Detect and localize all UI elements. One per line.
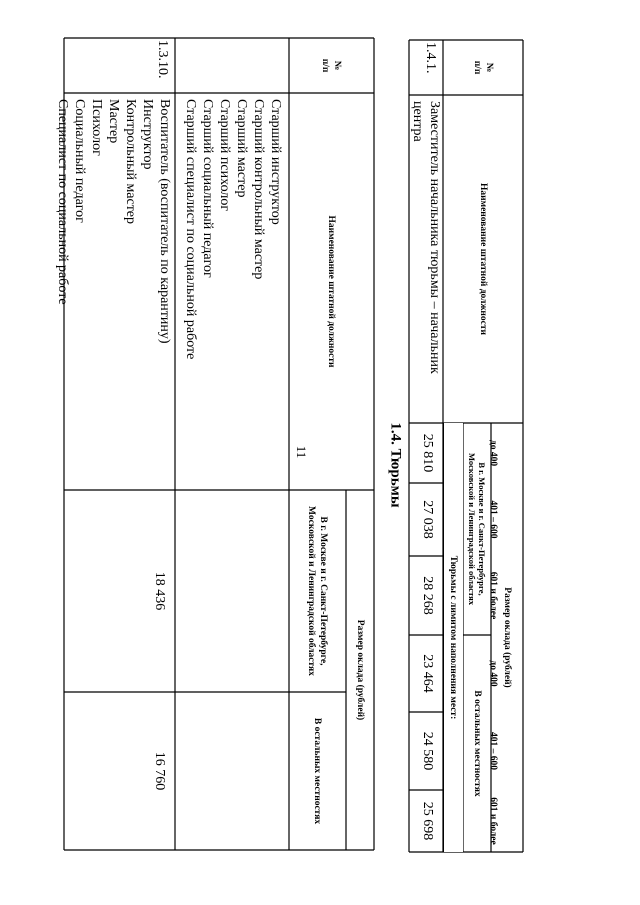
capacity-header-row xyxy=(483,40,503,852)
page-number: 11 xyxy=(294,445,309,459)
table-row-number: 1.3.10. xyxy=(155,40,170,79)
salary-value: 23 464 xyxy=(420,654,435,693)
capacity-header: 601 и более xyxy=(488,797,498,845)
table2-salary-moscow-header: В г. Москве и г. Санкт-Петербурге, Московской и Ленинградской областях xyxy=(467,452,487,605)
salary-moscow-value: 18 436 xyxy=(152,571,167,611)
salary-other-value xyxy=(175,692,289,850)
table1-position-header: Наименование штатной должности xyxy=(326,215,337,368)
capacity-header: до 400 xyxy=(488,439,498,467)
salary-value: 24 580 xyxy=(420,731,435,771)
salary-other-value: 16 760 xyxy=(152,751,167,791)
table2-limit-label: Тюрьмы с лимитом наполнения мест: xyxy=(443,423,463,852)
capacity-header: до 400 xyxy=(488,660,498,687)
table-row-positions: Воспитатель (воспитатель по карантину) Инструктор Контрольный мастер Мастер Психолог Социальный педагог Специалист по социальной работе xyxy=(55,99,172,344)
table-row-positions: Старший инструктор Старший контрольный мастер Старший мастер Старший психолог Старший социальный педагог Старший специалист по социальной работе xyxy=(183,99,283,360)
table-row-position: Заместитель начальника тюрьмы – начальник центра xyxy=(410,101,442,374)
table1-salary-group-header: Размер оклада (рублей) xyxy=(355,619,365,721)
salary-value: 25 810 xyxy=(420,433,435,473)
capacity-header: 401 – 600 xyxy=(488,500,498,539)
table2-salary-group-header: Размер оклада (рублей) xyxy=(502,587,512,688)
table2-salary-other-header: В остальных местностях xyxy=(472,690,482,797)
table-row-number: 1.4.1. xyxy=(423,42,438,74)
table2-position-header: Наименование штатной должности xyxy=(478,183,488,335)
capacity-header: 401 – 600 xyxy=(488,732,498,770)
table1-num-header: № п/п xyxy=(320,58,343,73)
salary-value: 28 268 xyxy=(420,576,435,615)
salary-value: 25 698 xyxy=(420,801,435,841)
salary-table-correctional xyxy=(55,38,374,850)
capacity-header: 601 и более xyxy=(488,571,498,620)
table1-salary-other-header: В остальных местностях xyxy=(312,717,323,825)
table1-salary-moscow-header: В г. Москве и г. Санкт-Петербурге, Московской и Ленинградской областях xyxy=(306,506,329,676)
table2-num-header: № п/п xyxy=(472,60,494,75)
salary-moscow-value xyxy=(175,490,289,692)
salary-value: 27 038 xyxy=(420,500,435,539)
salary-table-prisons xyxy=(409,40,523,852)
section-heading: 1.4. Тюрьмы xyxy=(387,422,404,508)
table-row-number xyxy=(175,38,289,93)
